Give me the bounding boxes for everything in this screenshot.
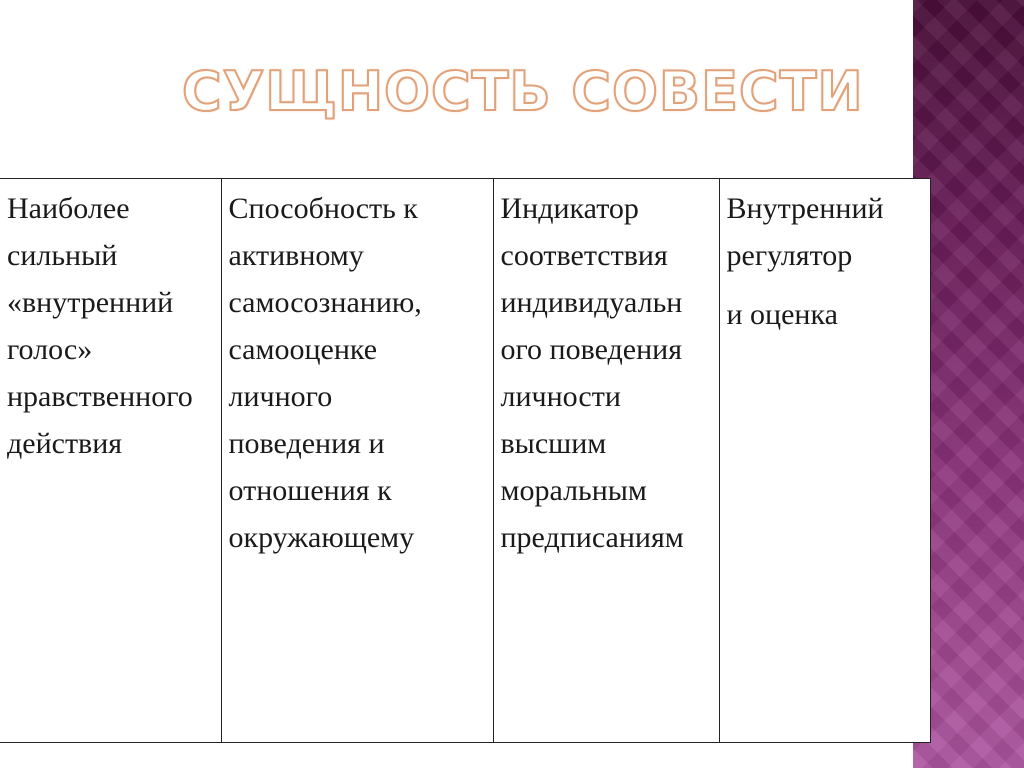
cell-line: голос»	[7, 333, 93, 366]
cell-line: Наиболее	[7, 192, 130, 225]
cell-line: окружающему	[228, 521, 415, 554]
cell-line: соответствия	[500, 239, 668, 272]
cell-line: личности	[500, 380, 621, 413]
cell-line: поведения и	[228, 427, 385, 460]
cell-line: самосознанию,	[228, 286, 422, 319]
content-table-wrapper	[0, 178, 930, 743]
table-cell-2	[221, 179, 493, 743]
cell-line: нравственного	[7, 380, 193, 413]
cell-line: моральным	[500, 474, 647, 507]
cell-line: Внутренний	[726, 192, 884, 225]
content-table	[0, 178, 931, 743]
cell-line: регулятор	[726, 239, 853, 272]
cell-line: самооценке	[228, 333, 378, 366]
cell-line: действия	[7, 427, 123, 460]
cell-line: активному	[228, 239, 364, 272]
slide-title: СУЩНОСТЬ СОВЕСТИ	[182, 60, 864, 123]
cell-line: Способность к	[228, 192, 418, 225]
table-cell-3	[493, 179, 719, 743]
cell-line: отношения к	[228, 474, 392, 507]
cell-gap	[727, 279, 924, 291]
cell-line: «внутренний	[7, 286, 174, 319]
cell-line: Индикатор	[500, 192, 639, 225]
table-cell-1	[0, 179, 221, 743]
cell-line: личного	[228, 380, 333, 413]
cell-line: и оценка	[726, 298, 838, 331]
table-cell-4	[719, 179, 930, 743]
cell-line: индивидуальн	[500, 286, 683, 319]
cell-line: ого поведения	[500, 333, 683, 366]
table-row	[0, 179, 930, 743]
cell-line: сильный	[7, 239, 118, 272]
cell-line: предписаниям	[500, 521, 684, 554]
cell-line: высшим	[500, 427, 607, 460]
